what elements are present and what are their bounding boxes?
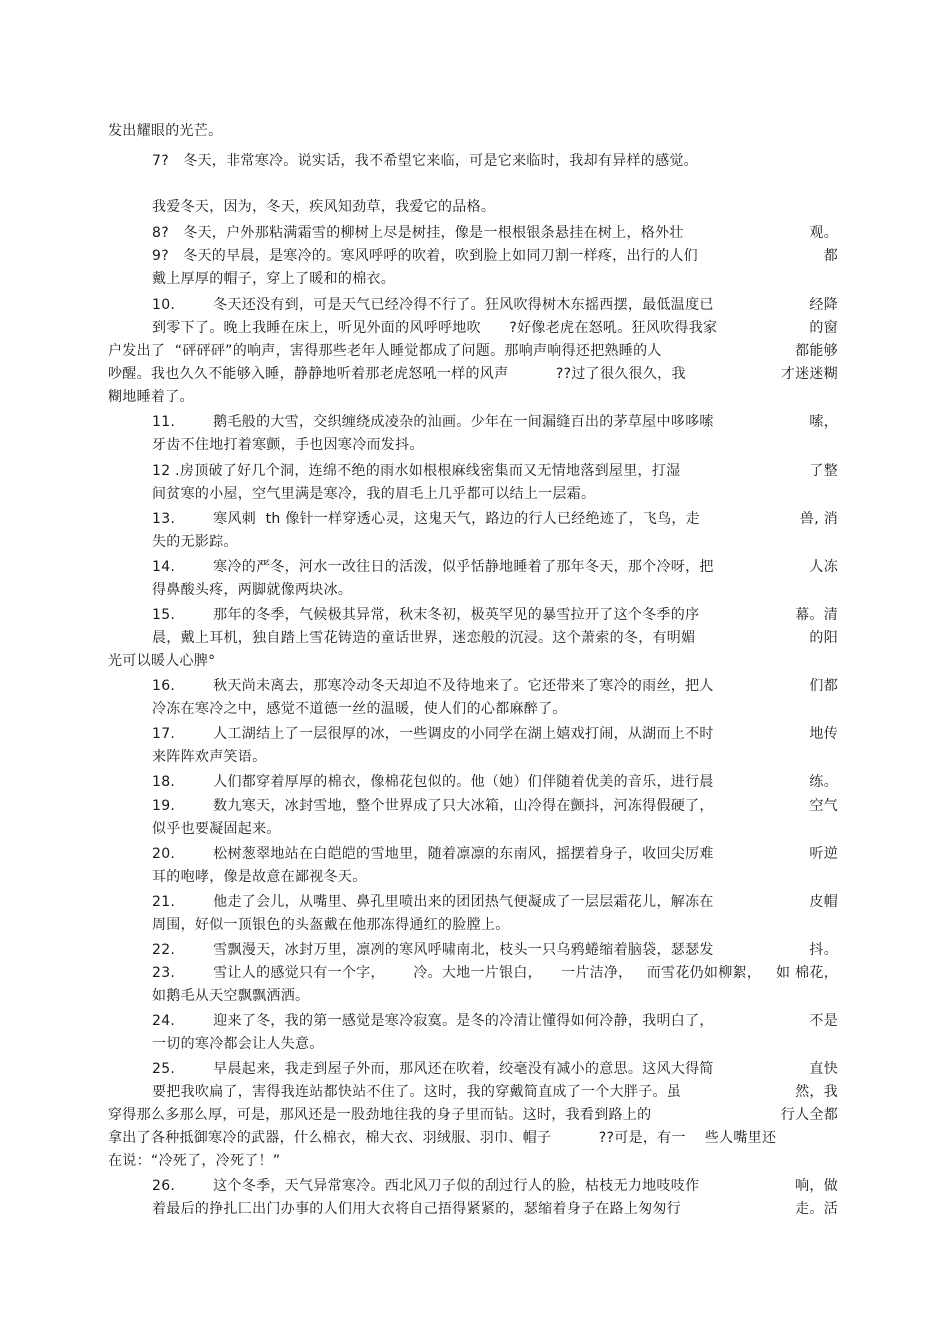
text-line-end: 地传 xyxy=(809,726,838,742)
text-line: 15. 那年的冬季，气候极其异常，秋末冬初，极英罕见的暴雪拉开了这个冬季的序 xyxy=(152,607,700,623)
text-line: 25. 早晨起来，我走到屋子外而，那风还在吹着，绞毫没有减小的意思。这风大得简 xyxy=(152,1061,714,1077)
text-line-end: 都 xyxy=(823,248,838,264)
text-line: 8? 冬天，户外那粘满霜雪的柳树上尽是树挂，像是一根根银条悬挂在树上，格外壮 xyxy=(152,225,684,241)
text-line: 21. 他走了会儿，从嘴里、鼻孔里喷出来的团团热气便凝成了一层层霜花儿，解冻在 xyxy=(152,894,714,910)
text-line: 13. 寒风刺 th 像针一样穿透心灵，这鬼天气，路边的行人已经绝迹了，飞鸟，走 xyxy=(152,511,700,527)
text-line: 一切的寒冷都会让人失意。 xyxy=(152,1036,324,1052)
text-line: 晨，戴上耳机，独自踏上雪花铸造的童话世界，迷恋般的沉浸。这个萧索的冬，有明媚 xyxy=(152,630,696,646)
text-line-end: 空气 xyxy=(809,798,838,814)
text-line: 穿得那么多那么厚，可是，那风还是一股劲地往我的身子里而钻。这时，我看到路上的 xyxy=(108,1107,652,1123)
text-line: 12 .房顶破了好几个洞，连绵不绝的雨水如根根麻线密集而又无情地落到屋里，打湿 xyxy=(152,463,681,479)
text-line: 16. 秋天尚未离去，那寒冷动冬天却迫不及待地来了。它还带来了寒冷的雨丝，把人 xyxy=(152,678,714,694)
text-line-end: 不是 xyxy=(809,1013,838,1029)
text-line-end: 的窗 xyxy=(809,320,838,336)
text-line: 拿出了各种抵御寒冷的武器，什么棉衣，棉大衣、羽绒服、羽巾、帽子 ??可是，有一 些人嘴里还 xyxy=(108,1130,777,1146)
text-line-end: 们都 xyxy=(809,678,838,694)
text-line: 来阵阵欢声笑语。 xyxy=(152,749,267,765)
text-line: 戴上厚厚的帽子，穿上了暖和的棉衣。 xyxy=(152,271,396,287)
text-line: 在说：“冷死了，冷死了！” xyxy=(108,1153,281,1169)
text-line-end: 人冻 xyxy=(809,559,838,575)
text-line: 得鼻酸头疼，两脚就像两块冰。 xyxy=(152,582,353,598)
text-line-end: 兽, 消 xyxy=(799,511,838,527)
text-line: 要把我吹扁了，害得我连站都快站不住了。这时，我的穿戴简直成了一个大胖子。虽 xyxy=(152,1084,682,1100)
text-line: 17. 人工湖结上了一层很厚的冰，一些调皮的小同学在湖上嬉戏打闹，从湖而上不时 xyxy=(152,726,714,742)
text-line: 24. 迎来了冬，我的第一感觉是寒冷寂寞。是冬的冷清让懂得如何冷静，我明白了， xyxy=(152,1013,714,1029)
text-line: 22. 雪飘漫天，冰封万里，凛冽的寒风呼啸南北，枝头一只乌鸦蜷缩着脑袋，瑟瑟发 xyxy=(152,942,714,958)
text-line-end: 练。 xyxy=(809,774,838,790)
text-line: 9? 冬天的早晨，是寒冷的。寒风呼呼的吹着，吹到脸上如同刀割一样疼，出行的人们 xyxy=(152,248,698,264)
text-line-end: 走。活 xyxy=(795,1201,838,1217)
text-line: 如鹅毛从天空飘飘洒洒。 xyxy=(152,988,310,1004)
text-line: 19. 数九寒天，冰封雪地，整个世界成了只大冰箱，山冷得在颤抖，河冻得假硬了， xyxy=(152,798,714,814)
text-line: 23. 雪让人的感觉只有一个字， 冷。大地一片银白， 一片洁净， 而雪花仍如柳絮， xyxy=(152,965,762,981)
text-line-end: 了整 xyxy=(809,463,838,479)
text-line-end: 皮帽 xyxy=(809,894,838,910)
text-line: 我爱冬天，因为，冬天，疾风知劲草，我爱它的品格。 xyxy=(152,199,496,215)
text-line-end: 嗦， xyxy=(809,414,838,430)
text-line-end: 响，做 xyxy=(795,1178,838,1194)
text-line-end: 经降 xyxy=(809,297,838,313)
text-line: 户发出了 “砰砰砰”的响声，害得那些老年人睡觉都成了问题。那响声响得还把熟睡的人 xyxy=(108,343,662,359)
text-line: 糊地睡着了。 xyxy=(108,389,194,405)
text-line: 失的无影踪。 xyxy=(152,534,238,550)
text-line: 牙齿不住地打着寒颤，手也因寒冷而发抖。 xyxy=(152,437,424,453)
text-line: 14. 寒冷的严冬，河水一改往日的活泼，似乎恬静地睡着了那年冬天，那个冷呀，把 xyxy=(152,559,714,575)
text-line: 间贫寒的小屋，空气里满是寒冷，我的眉毛上几乎都可以结上一层霜。 xyxy=(152,486,596,502)
text-line-end: 幕。清 xyxy=(795,607,838,623)
text-line: 11. 鹅毛般的大雪，交织缠绕成凌杂的汕画。少年在一间漏缝百出的茅草屋中哆哆嗦 xyxy=(152,414,714,430)
text-line-end: 都能够 xyxy=(795,343,838,359)
text-line-end: 的阳 xyxy=(809,630,838,646)
text-line-end: 抖。 xyxy=(809,942,838,958)
text-line: 20. 松树葱翠地站在白皑皑的雪地里，随着凛凛的东南风，摇摆着身子，收回尖厉难 xyxy=(152,846,714,862)
text-line: 26. 这个冬季，天气异常寒冷。西北风刀子似的刮过行人的脸，枯枝无力地吱吱作 xyxy=(152,1178,700,1194)
text-line: 18. 人们都穿着厚厚的棉衣，像棉花包似的。他（她）们伴随着优美的音乐，进行晨 xyxy=(152,774,714,790)
text-line: 冷冻在寒冷之中，感觉不道德一丝的温暖，使人们的心都麻醉了。 xyxy=(152,701,567,717)
text-line: 到零下了。晚上我睡在床上，听见外面的风呼呼地吹 ?好像老虎在怒吼。狂风吹得我家 xyxy=(152,320,718,336)
text-line: 周围，好似一顶银色的头盔戴在他那冻得通红的脸膛上。 xyxy=(152,917,510,933)
text-line: 耳的咆哮，像是故意在鄙视冬天。 xyxy=(152,869,367,885)
text-line-end: 然，我 xyxy=(795,1084,838,1100)
text-line: 似乎也要凝固起来。 xyxy=(152,821,281,837)
text-line: 7? 冬天，非常寒冷。说实话，我不希望它来临，可是它来临时，我却有异样的感觉。 xyxy=(152,153,698,169)
text-line: 吵醒。我也久久不能够入睡，静静地听着那老虎怒吼一样的风声 ??过了很久很久，我 xyxy=(108,366,686,382)
text-line-end: 观。 xyxy=(809,225,838,241)
text-line-end: 如 棉花， xyxy=(776,965,838,981)
text-line: 光可以暖人心脾° xyxy=(108,653,216,669)
text-line-end: 直快 xyxy=(809,1061,838,1077)
text-line: 发出耀眼的光芒。 xyxy=(108,123,223,139)
text-line-end: 听逆 xyxy=(809,846,838,862)
text-line: 10. 冬天还没有到，可是天气已经冷得不行了。狂风吹得树木东摇西摆，最低温度已 xyxy=(152,297,714,313)
text-line-end: 行人全都 xyxy=(780,1107,838,1123)
text-line: 着最后的挣扎匚出门办事的人们用大衣将自己捂得紧紧的，瑟缩着身子在路上匆匆行 xyxy=(152,1201,682,1217)
text-line-end: 才迷迷糊 xyxy=(780,366,838,382)
